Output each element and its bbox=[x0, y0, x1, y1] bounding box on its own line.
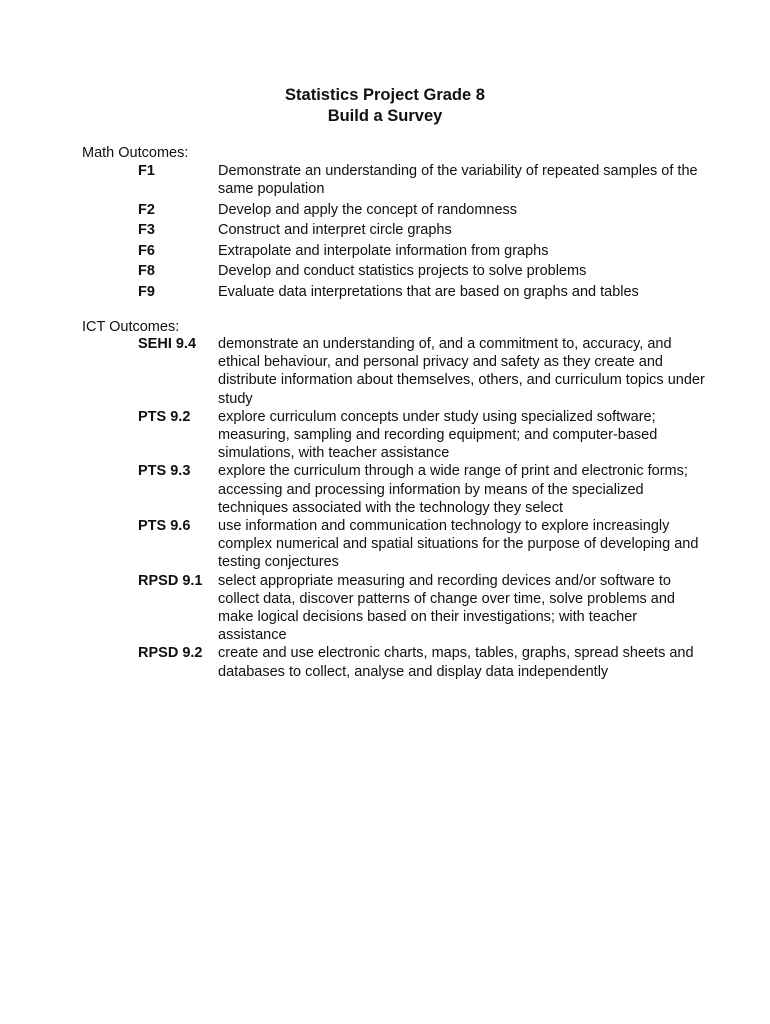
outcome-description: create and use electronic charts, maps, tables, graphs, spread sheets and databases to collect, analyse and display data independently bbox=[218, 645, 694, 680]
outcome-code: PTS 9.2 bbox=[138, 408, 191, 425]
outcome-code: F6 bbox=[138, 242, 155, 259]
document-subtitle: Build a Survey bbox=[327, 107, 443, 125]
outcome-description: explore curriculum concepts under study using specialized software; measuring, sampling and recording equipment; and computer-based simulations, with teacher assistance bbox=[218, 408, 658, 462]
outcome-row bbox=[138, 408, 708, 463]
outcome-description: explore the curriculum through a wide range of print and electronic forms; accessing and processing information by means of the specialized techniques associated with the technology they select bbox=[218, 463, 688, 516]
outcome-code: F2 bbox=[138, 201, 155, 218]
outcome-row bbox=[138, 242, 708, 260]
outcome-row bbox=[138, 517, 708, 572]
outcome-description: Construct and interpret circle graphs bbox=[218, 222, 452, 239]
outcome-code: F1 bbox=[138, 163, 155, 179]
outcome-description: select appropriate measuring and recording devices and/or software to collect data, discover patterns of change over time, solve problems and make logical decisions based on their investigations; with teacher assistance bbox=[218, 572, 675, 644]
outcome-description: Evaluate data interpretations that are based on graphs and tables bbox=[218, 283, 639, 300]
outcome-description: Extrapolate and interpolate information from graphs bbox=[218, 242, 549, 259]
outcome-row bbox=[138, 201, 708, 219]
ict-outcomes-label: ICT Outcomes: bbox=[82, 319, 180, 335]
outcome-code: SEHI 9.4 bbox=[138, 336, 197, 352]
outcome-code: F3 bbox=[138, 222, 155, 239]
outcome-code: RPSD 9.2 bbox=[138, 645, 203, 662]
outcome-row bbox=[138, 572, 708, 645]
outcome-description: demonstrate an understanding of, and a commitment to, accuracy, and ethical behaviour, and personal privacy and safety as they create and distribute information about themselves, others, and curriculum topics under study bbox=[218, 336, 705, 407]
outcome-code: F8 bbox=[138, 263, 155, 280]
math-outcomes-label: Math Outcomes: bbox=[82, 145, 189, 161]
outcome-code: F9 bbox=[138, 283, 155, 300]
outcome-row bbox=[138, 644, 708, 680]
outcome-code: RPSD 9.1 bbox=[138, 572, 203, 589]
outcome-description: Develop and apply the concept of randomness bbox=[218, 201, 518, 218]
outcome-row bbox=[138, 162, 708, 198]
outcome-description: use information and communication technology to explore increasingly complex numerical and spatial situations for the purpose of developing and testing conjectures bbox=[218, 518, 699, 571]
outcome-row bbox=[138, 221, 708, 239]
outcome-code: PTS 9.3 bbox=[138, 463, 191, 480]
outcome-code: PTS 9.6 bbox=[138, 518, 191, 535]
math-outcomes-list bbox=[138, 162, 708, 303]
outcome-row bbox=[138, 283, 708, 301]
outcome-row bbox=[138, 462, 708, 517]
outcome-description: Demonstrate an understanding of the variability of repeated samples of the same population bbox=[218, 163, 698, 198]
outcome-row bbox=[138, 262, 708, 280]
outcome-row bbox=[138, 335, 708, 408]
outcome-description: Develop and conduct statistics projects to solve problems bbox=[218, 263, 587, 280]
document-title: Statistics Project Grade 8 bbox=[285, 86, 485, 104]
ict-outcomes-list bbox=[138, 335, 708, 681]
